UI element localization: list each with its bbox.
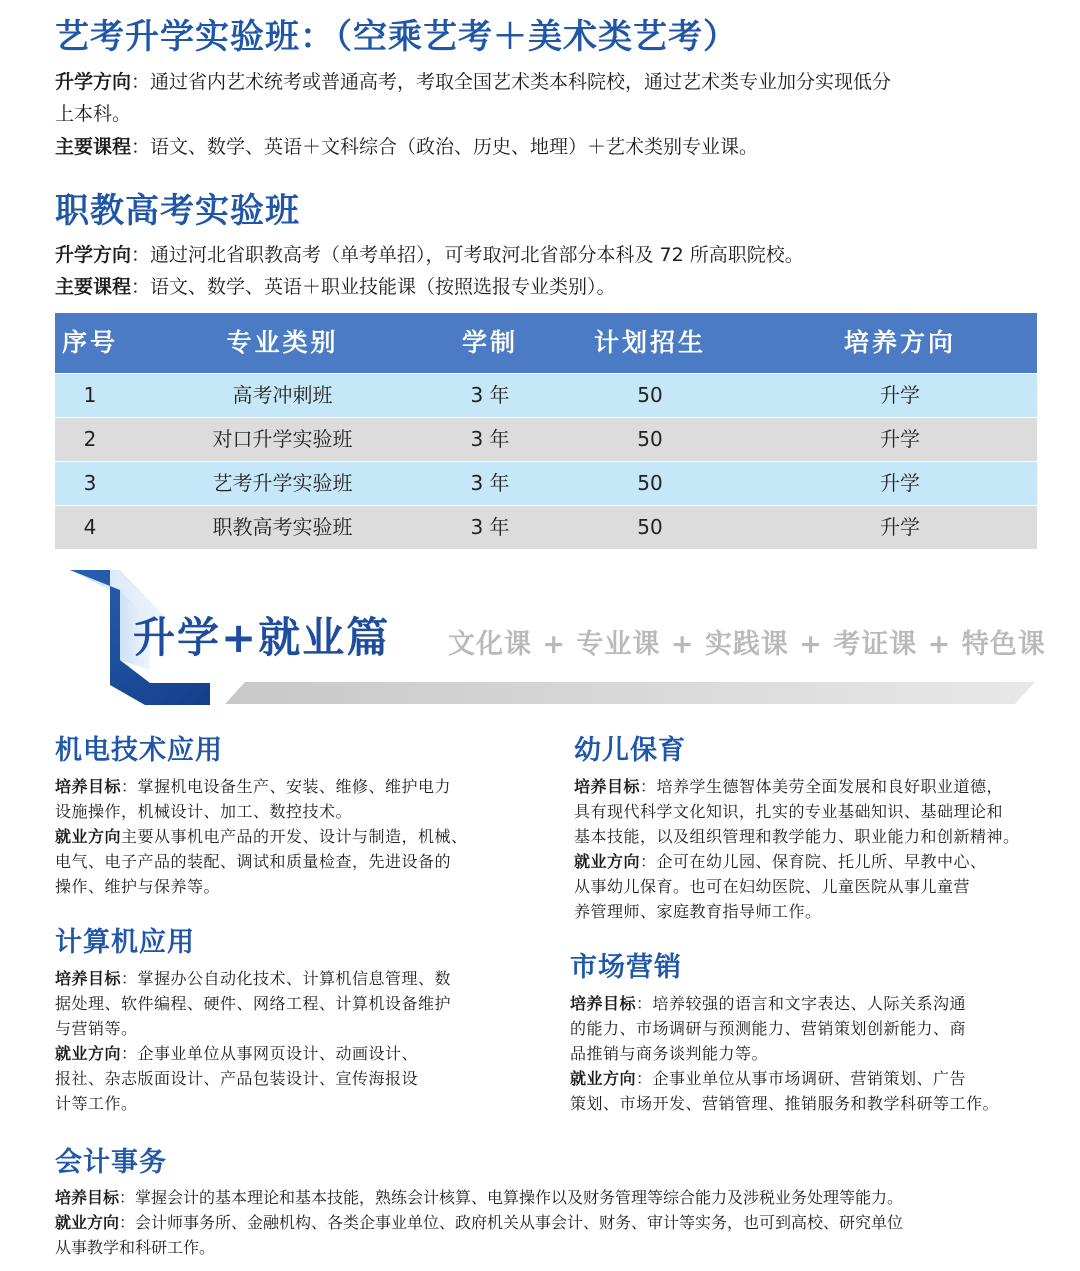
job-line: 报社、杂志版面设计、产品包装设计、宣传海报设 [55, 1069, 419, 1088]
banner-title: 升学+就业篇 [133, 613, 391, 662]
cell-direction: 升学 [880, 427, 920, 451]
enrollment-table [55, 313, 1037, 549]
major-block-accounting [55, 1145, 1065, 1260]
course-label: 主要课程 [55, 136, 132, 158]
cell-no: 3 [83, 471, 97, 495]
table-row [55, 505, 1037, 549]
goal-line: ：培养学生德智体美劳全面发展和良好职业道德， [640, 777, 1004, 796]
course-text: ：语文、数学、英语＋职业技能课（按照选报专业类别）。 [131, 276, 616, 298]
goal-line: 据处理、软件编程、硬件、网络工程、计算机设备维护 [55, 994, 452, 1013]
major-title: 市场营销 [570, 952, 682, 983]
job-line: 电气、电子产品的装配、调试和质量检查，先进设备的 [55, 852, 452, 871]
goal-line: ：培养较强的语言和文字表达、人际关系沟通 [636, 994, 967, 1013]
major-goal [55, 1185, 1065, 1210]
job-line: ：企事业单位从事网页设计、动画设计、 [121, 1044, 419, 1063]
direction-text: ：通过河北省职教高考（单考单招），可考取河北省部分本科及 72 所高职院校。 [131, 244, 804, 266]
cell-plan: 50 [637, 471, 663, 495]
goal-label: 培养目标 [55, 777, 122, 796]
major-title: 幼儿保育 [574, 735, 686, 766]
job-line: 计等工作。 [55, 1094, 138, 1113]
job-line: ：企事业单位从事市场调研、营销策划、广告 [636, 1069, 967, 1088]
goal-line: ：掌握会计的基本理论和基本技能，熟练会计核算、电算操作以及财务管理等综合能力及涉税业务处理等能力。 [119, 1188, 904, 1207]
cell-major: 对口升学实验班 [212, 427, 353, 451]
goal-label: 培养目标 [55, 969, 122, 988]
major-block-marketing [570, 950, 1060, 1116]
job-line: 养管理师、家庭教育指导师工作。 [574, 902, 822, 921]
job-label: 就业方向 [574, 852, 641, 871]
course-label: 主要课程 [55, 276, 132, 298]
vocational-courses [55, 271, 1045, 303]
section-banner [0, 565, 1080, 710]
goal-line: 设施操作，机械设计、加工、数控技术。 [55, 802, 353, 821]
vocational-direction [55, 239, 1045, 271]
cell-duration: 3 年 [470, 383, 510, 407]
job-line: 从事教学和科研工作。 [55, 1238, 216, 1257]
header-cell-no: 序号 [61, 328, 118, 357]
cell-plan: 50 [637, 383, 663, 407]
cell-direction: 升学 [880, 471, 920, 495]
cell-no: 2 [83, 427, 97, 451]
goal-line: ：掌握办公自动化技术、计算机信息管理、数 [121, 969, 452, 988]
goal-label: 培养目标 [574, 777, 641, 796]
section-title-vocational-exam: 职教高考实验班 [55, 191, 300, 231]
major-block-electromechanical [55, 733, 525, 899]
banner-subtitle: 文化课 + 专业课 + 实践课 + 考证课 + 特色课 [448, 629, 1046, 660]
major-goal [570, 991, 1060, 1066]
cell-major: 职教高考实验班 [212, 515, 353, 539]
job-line: ：企可在幼儿园、保育院、托儿所、早教中心、 [640, 852, 987, 871]
job-line: 策划、市场开发、营销管理、推销服务和教学科研等工作。 [570, 1094, 1000, 1113]
major-title: 机电技术应用 [55, 735, 223, 766]
major-block-childcare [574, 733, 1064, 924]
cell-duration: 3 年 [470, 515, 510, 539]
job-label: 就业方向 [55, 1044, 122, 1063]
cell-no: 4 [83, 515, 97, 539]
goal-label: 培养目标 [570, 994, 637, 1013]
job-line: 操作、维护与保养等。 [55, 877, 221, 896]
cell-no: 1 [83, 383, 97, 407]
job-label: 就业方向 [55, 827, 122, 846]
major-goal [55, 774, 525, 824]
direction-text-cont: 上本科。 [55, 103, 132, 125]
cell-major: 高考冲刺班 [232, 383, 333, 407]
table-row [55, 417, 1037, 461]
goal-line: 品推销与商务谈判能力等。 [570, 1044, 769, 1063]
goal-line: ：掌握机电设备生产、安装、维修、维护电力 [121, 777, 452, 796]
job-line: 主要从事机电产品的开发、设计与制造，机械、 [121, 827, 468, 846]
art-exam-courses [55, 131, 1045, 163]
goal-label: 培养目标 [55, 1188, 120, 1207]
major-job [55, 824, 525, 899]
job-line: ：会计师事务所、金融机构、各类企事业单位、政府机关从事会计、财务、审计等实务，也可到高校、研究单位 [119, 1213, 904, 1232]
header-cell-major: 专业类别 [226, 328, 339, 357]
header-cell-direction: 培养方向 [843, 328, 956, 357]
cell-direction: 升学 [880, 515, 920, 539]
major-job [55, 1210, 1065, 1260]
course-text: ：语文、数学、英语＋文科综合（政治、历史、地理）＋艺术类别专业课。 [131, 136, 759, 158]
major-goal [574, 774, 1064, 849]
table-row [55, 461, 1037, 505]
section-title-art-exam: 艺考升学实验班：（空乘艺考＋美术类艺考） [55, 17, 738, 57]
job-label: 就业方向 [570, 1069, 637, 1088]
goal-line: 的能力、市场调研与预测能力、营销策划创新能力、商 [570, 1019, 967, 1038]
header-cell-duration: 学制 [461, 328, 518, 357]
header-cell-plan: 计划招生 [593, 328, 706, 357]
cell-duration: 3 年 [470, 471, 510, 495]
table-row [55, 373, 1037, 417]
table-header [55, 313, 1037, 373]
cell-direction: 升学 [880, 383, 920, 407]
direction-text: ：通过省内艺术统考或普通高考，考取全国艺术类本科院校，通过艺术类专业加分实现低分 [131, 71, 892, 93]
major-block-computer [55, 925, 525, 1116]
goal-line: 基本技能，以及组织管理和教学能力、职业能力和创新精神。 [574, 827, 1020, 846]
major-job [55, 1041, 525, 1116]
goal-line: 具有现代科学文化知识，扎实的专业基础知识、基础理论和 [574, 802, 1004, 821]
job-label: 就业方向 [55, 1213, 120, 1232]
job-line: 从事幼儿保育。也可在妇幼医院、儿童医院从事儿童营 [574, 877, 971, 896]
cell-major: 艺考升学实验班 [212, 471, 353, 495]
major-title: 计算机应用 [55, 927, 195, 958]
major-job [574, 849, 1064, 924]
major-job [570, 1066, 1060, 1116]
direction-label: 升学方向 [55, 244, 132, 266]
art-exam-direction [55, 66, 1045, 130]
major-goal [55, 966, 525, 1041]
direction-label: 升学方向 [55, 71, 132, 93]
cell-plan: 50 [637, 515, 663, 539]
cell-duration: 3 年 [470, 427, 510, 451]
goal-line: 与营销等。 [55, 1019, 138, 1038]
cell-plan: 50 [637, 427, 663, 451]
major-title: 会计事务 [55, 1147, 167, 1178]
